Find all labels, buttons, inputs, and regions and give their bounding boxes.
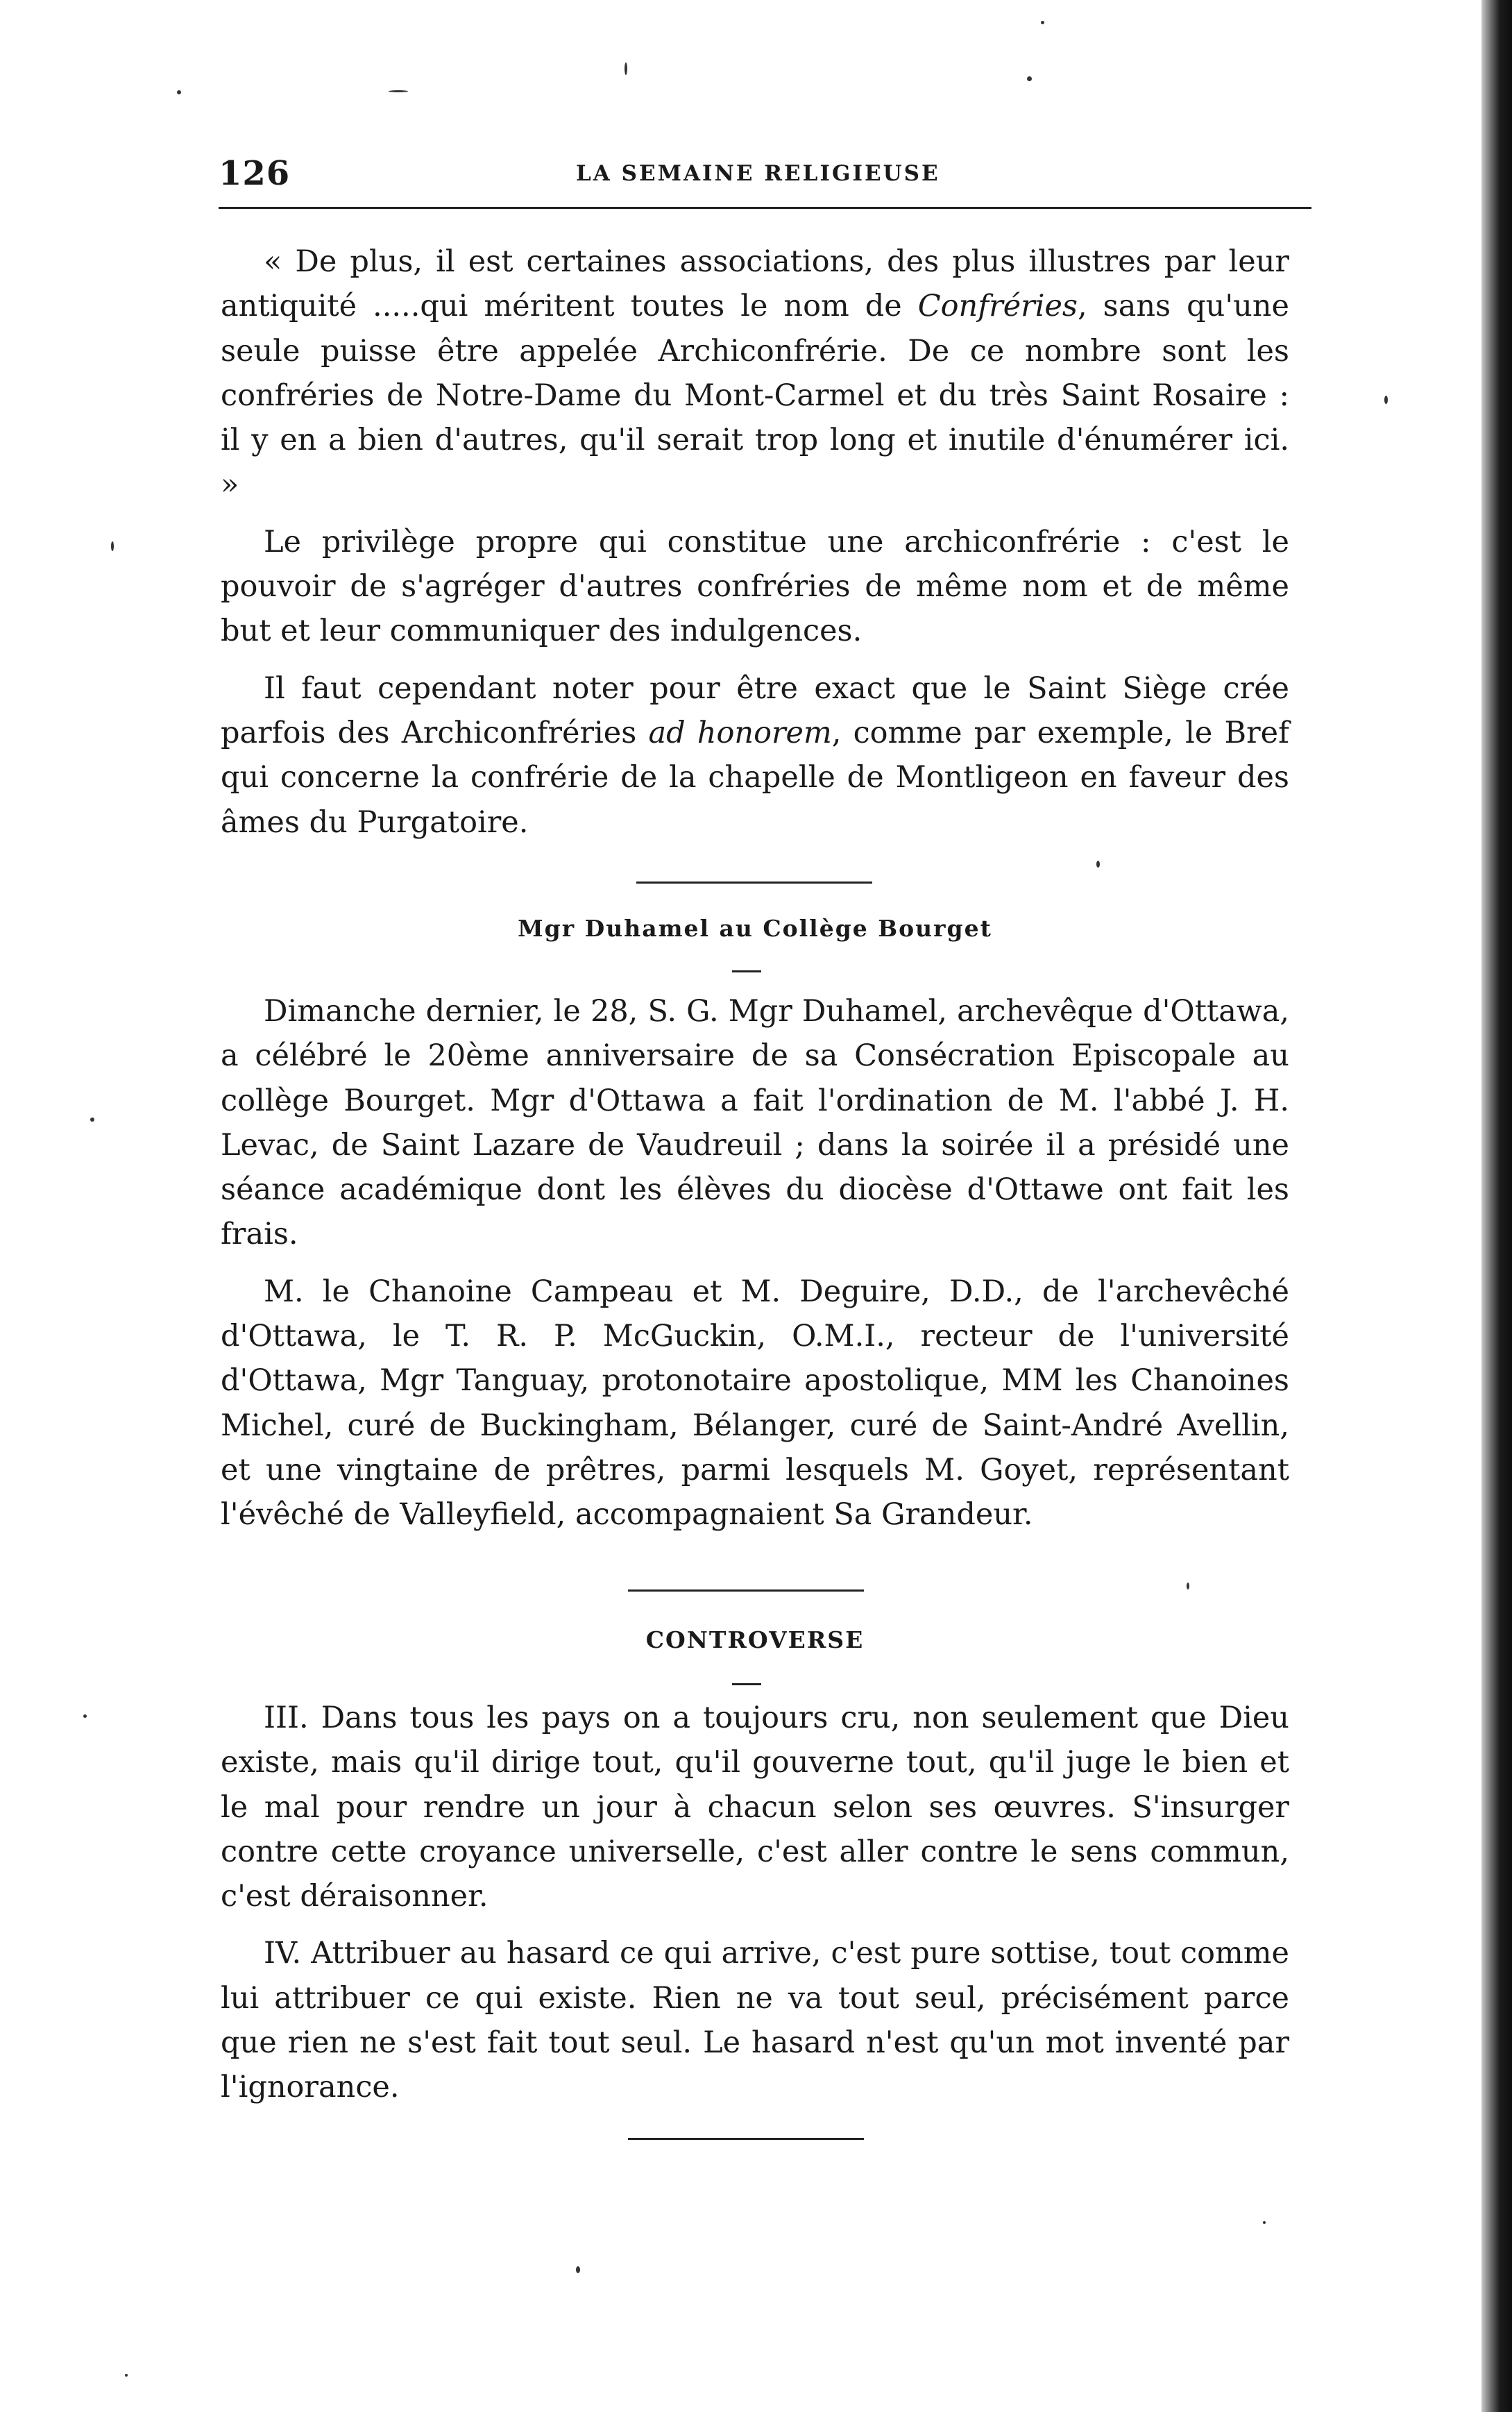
running-title: LA SEMAINE RELIGIEUSE [576, 161, 940, 186]
scan-speck [389, 90, 408, 92]
paragraph-iv: IV. Attribuer au hasard ce qui arrive, c'est pure sottise, tout comme lui attribuer ce qui existe. Rien ne va tout seul, précisément parce que rien ne s'est fait tout seul. Le hasard n'est qu'un mot inventé par l'ignorance. [221, 1936, 1289, 2105]
scan-speck [1041, 21, 1044, 24]
section-archiconfreries [221, 239, 1289, 857]
paragraph-attendees: M. le Chanoine Campeau et M. Deguire, D.D., de l'archevêché d'Ottawa, le T. R. P. McGuckin, O.M.I., recteur de l'université d'Ottawa, Mgr Tanguay, protonotaire apostolique, MM les Chanoines Michel, curé de Buckingham, Bélanger, curé de Saint-André Avellin, et une vingtaine de prêtres, parmi lesquels M. Goyet, représentant l'évêché de Valleyfield, accompagnaient Sa Grandeur. [221, 1274, 1289, 1533]
page-number: 126 [219, 154, 291, 193]
paragraph-privilege: Le privilège propre qui constitue une archiconfrérie : c'est le pouvoir de s'agréger d'autres confréries de même nom et de même but et leur communiquer des indulgences. [221, 524, 1289, 649]
heading-dash [732, 1683, 761, 1685]
scan-speck [125, 2374, 128, 2377]
emphasis-confreries: Confréries [917, 289, 1078, 324]
scan-speck [177, 90, 181, 94]
scan-speck [1096, 861, 1100, 868]
heading-controverse: CONTROVERSE [645, 1626, 865, 1653]
paragraph-ordination: Dimanche dernier, le 28, S. G. Mgr Duhamel, archevêque d'Ottawa, a célébré le 20ème anniversaire de sa Consécration Episcopale au collège Bourget. Mgr d'Ottawa a fait l'ordination de M. l'abbé J. H. Levac, de Saint Lazare de Vaudreuil ; dans la soirée il a présidé une séance académique dont les élèves du diocèse d'Ottawe ont fait les frais. [221, 994, 1289, 1252]
scan-speck [83, 1714, 87, 1718]
section-mgr-duhamel [221, 989, 1289, 1550]
scan-speck [1384, 396, 1388, 404]
scan-speck [1263, 2221, 1266, 2224]
heading-mgr-duhamel: Mgr Duhamel au Collège Bourget [518, 915, 992, 942]
scan-speck [90, 1118, 94, 1122]
section-separator [628, 1589, 864, 1592]
section-separator [636, 882, 872, 884]
paragraph-ad-honorem: Il faut cependant noter pour être exact que le Saint Siège crée parfois des Archiconfréries ad honorem, comme par exemple, le Bref qui concerne la confrérie de la chapelle de Montligeon en faveur des âmes du Purgatoire. [221, 671, 1289, 840]
scan-speck [576, 2266, 580, 2273]
scan-speck [1187, 1583, 1189, 1589]
scan-speck [1027, 76, 1032, 81]
heading-dash [732, 970, 761, 972]
paragraph-quote: « De plus, il est certaines associations, des plus illustres par leur antiquité .....qui méritent toutes le nom de Confréries, sans qu'une seule puisse être appelée Archiconfrérie. De ce nombre sont les confréries de Notre-Dame du Mont-Carmel et du très Saint Rosaire : il y en a bien d'autres, qu'il serait trop long et inutile d'énumérer ici. » [221, 244, 1289, 503]
scan-speck [625, 62, 627, 75]
emphasis-ad-honorem: ad honorem [648, 715, 832, 750]
page-header [219, 154, 1311, 196]
section-separator [628, 2138, 864, 2140]
scan-speck [111, 541, 114, 551]
section-controverse [221, 1696, 1289, 2123]
page-binding-edge [1481, 0, 1512, 2412]
paragraph-iii: III. Dans tous les pays on a toujours cru, non seulement que Dieu existe, mais qu'il dirige tout, qu'il gouverne tout, qu'il juge le bien et le mal pour rendre un jour à chacun selon ses œuvres. S'insurger contre cette croyance universelle, c'est aller contre le sens commun, c'est déraisonner. [221, 1701, 1289, 1914]
header-rule [219, 207, 1311, 209]
